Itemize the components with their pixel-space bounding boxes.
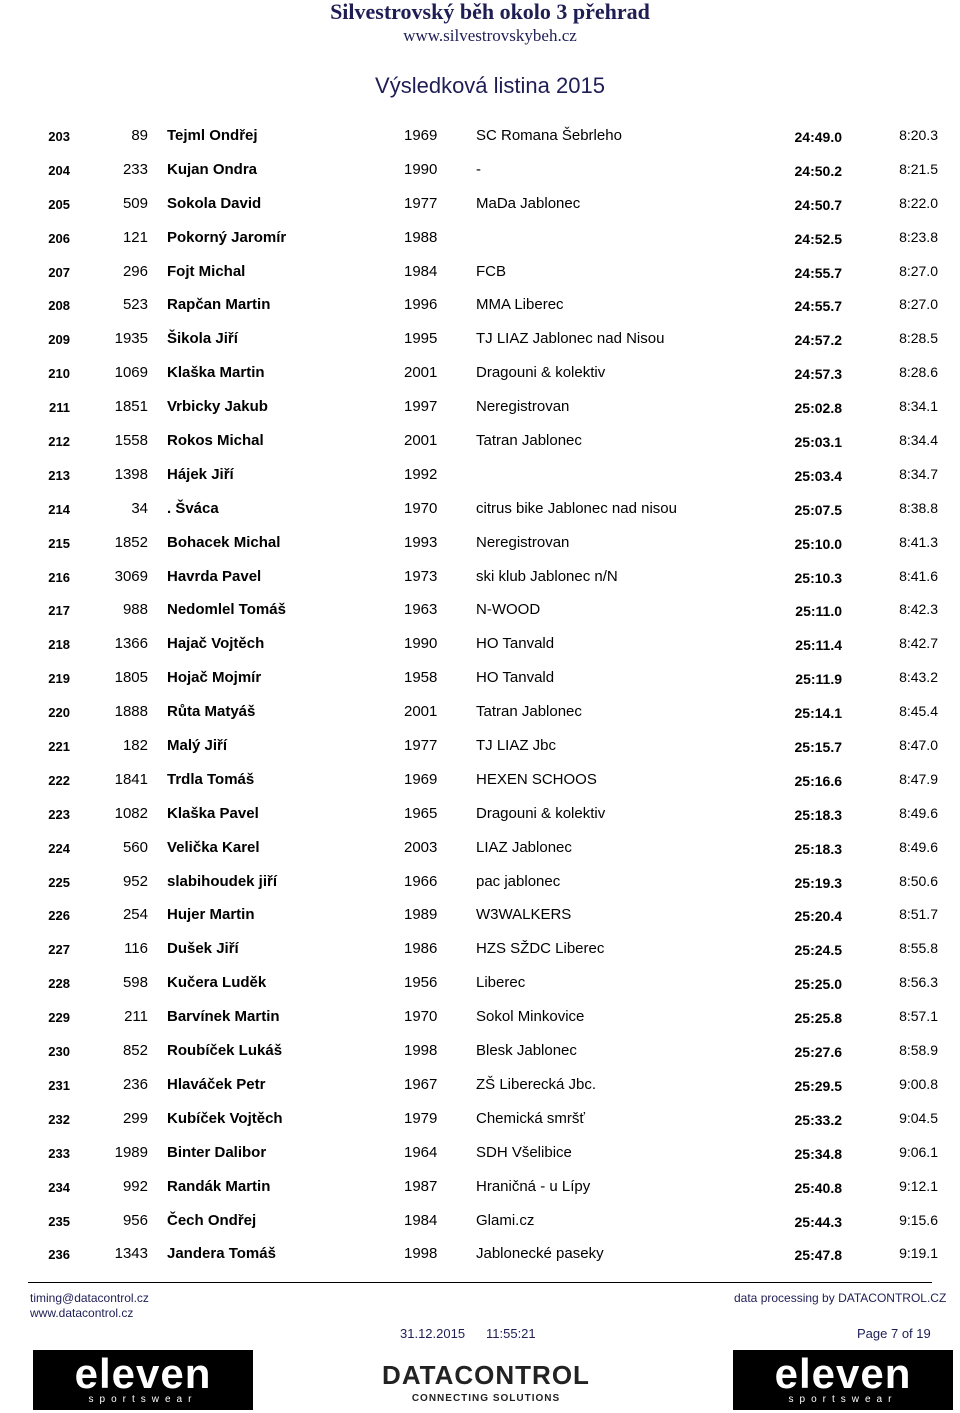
finish-time: 25:10.3 bbox=[794, 569, 842, 586]
runner-name: Hojač Mojmír bbox=[167, 669, 262, 687]
start-number: 116 bbox=[124, 940, 148, 958]
club-name: Tatran Jablonec bbox=[476, 703, 582, 721]
birth-year: 1984 bbox=[404, 262, 438, 280]
footer-data-processing: data processing by DATACONTROL.CZ bbox=[734, 1291, 947, 1305]
start-number: 233 bbox=[122, 160, 148, 178]
start-number: 1558 bbox=[114, 432, 148, 450]
table-row bbox=[0, 525, 960, 559]
birth-year: 2001 bbox=[404, 364, 438, 382]
footer-email: timing@datacontrol.cz bbox=[30, 1291, 149, 1305]
table-row bbox=[0, 626, 960, 660]
runner-name: Jandera Tomáš bbox=[167, 1245, 276, 1263]
runner-name: Rokos Michal bbox=[167, 432, 264, 450]
club-name: Jablonecké paseky bbox=[476, 1245, 604, 1263]
start-number: 236 bbox=[122, 1075, 148, 1093]
start-number: 121 bbox=[122, 228, 148, 246]
finish-time: 24:55.7 bbox=[794, 264, 842, 281]
pace-per-km: 9:06.1 bbox=[899, 1143, 938, 1160]
result-position: 211 bbox=[49, 400, 70, 416]
result-position: 227 bbox=[48, 942, 70, 958]
finish-time: 25:24.5 bbox=[794, 942, 842, 959]
finish-time: 25:27.6 bbox=[794, 1044, 842, 1061]
start-number: 1935 bbox=[114, 330, 148, 348]
finish-time: 25:14.1 bbox=[794, 705, 842, 722]
club-name: FCB bbox=[476, 262, 506, 280]
birth-year: 1967 bbox=[404, 1075, 438, 1093]
club-name: - bbox=[476, 160, 481, 178]
runner-name: Kujan Ondra bbox=[167, 160, 258, 178]
finish-time: 24:50.2 bbox=[794, 162, 842, 179]
pace-per-km: 9:04.5 bbox=[899, 1109, 938, 1126]
result-position: 220 bbox=[48, 705, 70, 721]
table-row bbox=[0, 321, 960, 355]
runner-name: Dušek Jiří bbox=[167, 940, 239, 958]
birth-year: 1969 bbox=[404, 127, 438, 144]
club-name: HO Tanvald bbox=[476, 635, 555, 653]
birth-year: 1977 bbox=[404, 194, 438, 212]
result-position: 228 bbox=[48, 976, 70, 992]
pace-per-km: 8:20.3 bbox=[899, 127, 938, 143]
result-position: 203 bbox=[48, 129, 70, 144]
finish-time: 25:16.6 bbox=[794, 772, 842, 789]
table-row bbox=[0, 355, 960, 389]
table-row bbox=[0, 389, 960, 423]
table-row bbox=[0, 1169, 960, 1203]
club-name: TJ LIAZ Jablonec nad Nisou bbox=[476, 330, 665, 348]
table-row bbox=[0, 254, 960, 288]
finish-time: 24:50.7 bbox=[794, 196, 842, 213]
start-number: 3069 bbox=[114, 567, 148, 585]
table-row bbox=[0, 864, 960, 898]
club-name: SDH Všelibice bbox=[476, 1143, 572, 1161]
start-number: 523 bbox=[122, 296, 148, 314]
club-name: Dragouni & kolektiv bbox=[476, 804, 606, 822]
datacontrol-logo-subtext: CONNECTING SOLUTIONS bbox=[411, 1393, 561, 1404]
birth-year: 1990 bbox=[404, 635, 438, 653]
runner-name: Hlaváček Petr bbox=[167, 1075, 266, 1093]
pace-per-km: 8:42.7 bbox=[899, 635, 938, 652]
club-name: Glami.cz bbox=[476, 1211, 535, 1229]
birth-year: 1990 bbox=[404, 160, 438, 178]
result-position: 225 bbox=[48, 874, 70, 890]
result-position: 236 bbox=[48, 1247, 70, 1263]
eleven-logo-subtext: sportswear bbox=[788, 1394, 898, 1405]
club-name: Hraničná - u Lípy bbox=[476, 1177, 591, 1195]
finish-time: 25:15.7 bbox=[794, 739, 842, 756]
birth-year: 1970 bbox=[404, 499, 438, 517]
birth-year: 1992 bbox=[404, 465, 438, 483]
results-table bbox=[0, 118, 960, 1270]
result-position: 223 bbox=[48, 806, 70, 822]
finish-time: 25:18.3 bbox=[794, 806, 842, 823]
runner-name: Kučera Luděk bbox=[167, 974, 267, 992]
table-row bbox=[0, 287, 960, 321]
birth-year: 1963 bbox=[404, 601, 438, 619]
runner-name: Nedomlel Tomáš bbox=[167, 601, 286, 619]
table-row bbox=[0, 559, 960, 593]
club-name: Neregistrovan bbox=[476, 533, 570, 551]
table-row bbox=[0, 1067, 960, 1101]
table-row bbox=[0, 762, 960, 796]
pace-per-km: 9:00.8 bbox=[899, 1075, 938, 1092]
table-row bbox=[0, 457, 960, 491]
result-position: 214 bbox=[48, 501, 70, 517]
table-row bbox=[0, 1101, 960, 1135]
finish-time: 25:11.9 bbox=[795, 671, 842, 688]
runner-name: Klaška Pavel bbox=[167, 804, 259, 822]
club-name: ski klub Jablonec n/N bbox=[476, 567, 618, 585]
birth-year: 1984 bbox=[404, 1211, 438, 1229]
birth-year: 1964 bbox=[404, 1143, 438, 1161]
club-name: Sokol Minkovice bbox=[476, 1008, 585, 1026]
result-position: 232 bbox=[48, 1111, 70, 1127]
runner-name: Havrda Pavel bbox=[167, 567, 262, 585]
club-name: Neregistrovan bbox=[476, 398, 570, 416]
start-number: 988 bbox=[122, 601, 148, 619]
finish-time: 25:20.4 bbox=[794, 908, 842, 925]
start-number: 1841 bbox=[114, 770, 148, 788]
runner-name: . Šváca bbox=[167, 499, 219, 517]
table-row bbox=[0, 694, 960, 728]
start-number: 956 bbox=[122, 1211, 148, 1229]
runner-name: Bohacek Michal bbox=[167, 533, 281, 551]
pace-per-km: 9:12.1 bbox=[899, 1177, 938, 1194]
finish-time: 25:18.3 bbox=[794, 840, 842, 857]
birth-year: 1966 bbox=[404, 872, 438, 890]
footer-website: www.datacontrol.cz bbox=[30, 1306, 134, 1320]
pace-per-km: 8:47.9 bbox=[899, 770, 938, 787]
finish-time: 25:34.8 bbox=[794, 1145, 842, 1162]
table-row bbox=[0, 118, 960, 152]
table-row bbox=[0, 897, 960, 931]
runner-name: Rapčan Martin bbox=[167, 296, 271, 314]
pace-per-km: 8:57.1 bbox=[899, 1008, 938, 1025]
pace-per-km: 8:23.8 bbox=[899, 228, 938, 245]
event-title: Silvestrovský běh okolo 3 přehrad bbox=[330, 0, 650, 24]
start-number: 1852 bbox=[114, 533, 148, 551]
finish-time: 25:47.8 bbox=[794, 1247, 842, 1264]
club-name: Liberec bbox=[476, 974, 526, 992]
start-number: 89 bbox=[131, 127, 148, 144]
table-row bbox=[0, 660, 960, 694]
table-row bbox=[0, 965, 960, 999]
start-number: 952 bbox=[122, 872, 148, 890]
runner-name: Pokorný Jaromír bbox=[167, 228, 287, 246]
eleven-logo-right bbox=[733, 1350, 953, 1410]
pace-per-km: 8:27.0 bbox=[899, 262, 938, 279]
result-position: 221 bbox=[48, 739, 70, 755]
pace-per-km: 8:34.7 bbox=[899, 465, 938, 482]
club-name: TJ LIAZ Jbc bbox=[476, 737, 557, 755]
start-number: 1398 bbox=[114, 465, 148, 483]
pace-per-km: 8:42.3 bbox=[899, 601, 938, 618]
club-name: Dragouni & kolektiv bbox=[476, 364, 606, 382]
start-number: 211 bbox=[124, 1008, 148, 1026]
pace-per-km: 8:49.6 bbox=[899, 838, 938, 855]
club-name: citrus bike Jablonec nad nisou bbox=[476, 499, 677, 517]
runner-name: slabihoudek jiří bbox=[167, 872, 278, 890]
result-position: 213 bbox=[48, 467, 70, 483]
start-number: 509 bbox=[122, 194, 148, 212]
finish-time: 25:11.0 bbox=[795, 603, 842, 620]
datacontrol-logo bbox=[355, 1360, 617, 1410]
runner-name: Hujer Martin bbox=[167, 906, 255, 924]
result-position: 215 bbox=[48, 535, 70, 551]
datacontrol-logo-text: DATACONTROL bbox=[382, 1360, 590, 1390]
start-number: 852 bbox=[122, 1042, 148, 1060]
pace-per-km: 8:49.6 bbox=[899, 804, 938, 821]
birth-year: 2003 bbox=[404, 838, 438, 856]
result-position: 229 bbox=[48, 1010, 70, 1026]
finish-time: 25:11.4 bbox=[795, 637, 842, 654]
birth-year: 1958 bbox=[404, 669, 438, 687]
result-position: 226 bbox=[48, 908, 70, 924]
footer-divider bbox=[28, 1282, 932, 1283]
club-name: HO Tanvald bbox=[476, 669, 555, 687]
footer-page-number: Page 7 of 19 bbox=[857, 1326, 931, 1341]
table-row bbox=[0, 1135, 960, 1169]
finish-time: 25:10.0 bbox=[794, 535, 842, 552]
finish-time: 25:07.5 bbox=[794, 501, 842, 518]
club-name: MMA Liberec bbox=[476, 296, 564, 314]
finish-time: 24:55.7 bbox=[794, 298, 842, 315]
start-number: 598 bbox=[122, 974, 148, 992]
pace-per-km: 8:34.1 bbox=[899, 398, 938, 415]
pace-per-km: 8:34.4 bbox=[899, 432, 938, 449]
pace-per-km: 8:28.6 bbox=[899, 364, 938, 381]
finish-time: 25:29.5 bbox=[794, 1077, 842, 1094]
finish-time: 24:52.5 bbox=[794, 230, 842, 247]
table-row bbox=[0, 423, 960, 457]
start-number: 182 bbox=[122, 737, 148, 755]
start-number: 1888 bbox=[114, 703, 148, 721]
table-row bbox=[0, 1033, 960, 1067]
table-row bbox=[0, 186, 960, 220]
pace-per-km: 8:45.4 bbox=[899, 703, 938, 720]
runner-name: Čech Ondřej bbox=[167, 1211, 257, 1229]
result-position: 206 bbox=[48, 230, 70, 246]
birth-year: 1997 bbox=[404, 398, 438, 416]
club-name: HZS SŽDC Liberec bbox=[476, 940, 605, 958]
start-number: 1989 bbox=[114, 1143, 148, 1161]
birth-year: 1965 bbox=[404, 804, 438, 822]
result-position: 231 bbox=[48, 1077, 70, 1093]
result-position: 205 bbox=[48, 196, 70, 212]
pace-per-km: 8:41.3 bbox=[899, 533, 938, 550]
footer-date: 31.12.2015 bbox=[400, 1326, 466, 1341]
finish-time: 25:19.3 bbox=[794, 874, 842, 891]
runner-name: Hájek Jiří bbox=[167, 465, 234, 483]
pace-per-km: 8:47.0 bbox=[899, 737, 938, 754]
table-row bbox=[0, 152, 960, 186]
result-position: 217 bbox=[48, 603, 70, 619]
pace-per-km: 8:55.8 bbox=[899, 940, 938, 957]
birth-year: 1977 bbox=[404, 737, 438, 755]
table-row bbox=[0, 830, 960, 864]
runner-name: Fojt Michal bbox=[167, 262, 246, 280]
result-position: 219 bbox=[48, 671, 70, 687]
club-name: N-WOOD bbox=[476, 601, 541, 619]
start-number: 299 bbox=[122, 1109, 148, 1127]
result-position: 207 bbox=[48, 264, 70, 280]
result-position: 233 bbox=[48, 1145, 70, 1161]
birth-year: 1987 bbox=[404, 1177, 438, 1195]
runner-name: Sokola David bbox=[167, 194, 262, 212]
runner-name: Tejml Ondřej bbox=[167, 127, 258, 144]
pace-per-km: 9:19.1 bbox=[899, 1245, 938, 1262]
pace-per-km: 8:41.6 bbox=[899, 567, 938, 584]
pace-per-km: 8:22.0 bbox=[899, 194, 938, 211]
result-position: 222 bbox=[48, 772, 70, 788]
birth-year: 2001 bbox=[404, 703, 438, 721]
runner-name: Šikola Jiří bbox=[167, 330, 238, 348]
runner-name: Klaška Martin bbox=[167, 364, 265, 382]
birth-year: 1988 bbox=[404, 228, 438, 246]
birth-year: 1969 bbox=[404, 770, 438, 788]
finish-time: 24:57.3 bbox=[794, 366, 842, 383]
club-name: Chemická smršť bbox=[476, 1109, 585, 1127]
pace-per-km: 9:15.6 bbox=[899, 1211, 938, 1228]
result-position: 209 bbox=[48, 332, 70, 348]
pace-per-km: 8:51.7 bbox=[899, 906, 938, 923]
start-number: 560 bbox=[122, 838, 148, 856]
start-number: 1082 bbox=[114, 804, 148, 822]
runner-name: Trdla Tomáš bbox=[167, 770, 255, 788]
birth-year: 1998 bbox=[404, 1042, 438, 1060]
birth-year: 1956 bbox=[404, 974, 438, 992]
pace-per-km: 8:56.3 bbox=[899, 974, 938, 991]
finish-time: 25:25.0 bbox=[794, 976, 842, 993]
start-number: 1805 bbox=[114, 669, 148, 687]
club-name: SC Romana Šebrleho bbox=[476, 127, 622, 144]
runner-name: Hajač Vojtěch bbox=[167, 635, 265, 653]
eleven-logo-text: eleven bbox=[74, 1350, 212, 1397]
club-name: ZŠ Liberecká Jbc. bbox=[476, 1075, 597, 1093]
runner-name: Binter Dalibor bbox=[167, 1143, 267, 1161]
result-position: 235 bbox=[48, 1213, 70, 1229]
result-position: 204 bbox=[48, 162, 70, 178]
result-position: 224 bbox=[48, 840, 70, 856]
finish-time: 24:57.2 bbox=[794, 332, 842, 349]
start-number: 296 bbox=[122, 262, 148, 280]
start-number: 1343 bbox=[114, 1245, 148, 1263]
club-name: HEXEN SCHOOS bbox=[476, 770, 597, 788]
table-row bbox=[0, 931, 960, 965]
start-number: 34 bbox=[131, 499, 148, 517]
pace-per-km: 8:27.0 bbox=[899, 296, 938, 313]
runner-name: Růta Matyáš bbox=[167, 703, 256, 721]
eleven-logo-left bbox=[33, 1350, 253, 1410]
eleven-logo-text: eleven bbox=[774, 1350, 912, 1397]
table-row bbox=[0, 999, 960, 1033]
birth-year: 1986 bbox=[404, 940, 438, 958]
start-number: 254 bbox=[122, 906, 148, 924]
eleven-logo-subtext: sportswear bbox=[88, 1394, 198, 1405]
pace-per-km: 8:50.6 bbox=[899, 872, 938, 889]
finish-time: 24:49.0 bbox=[794, 129, 842, 145]
table-row bbox=[0, 728, 960, 762]
club-name: Tatran Jablonec bbox=[476, 432, 582, 450]
start-number: 992 bbox=[122, 1177, 148, 1195]
table-row bbox=[0, 1203, 960, 1237]
birth-year: 1979 bbox=[404, 1109, 438, 1127]
runner-name: Vrbicky Jakub bbox=[167, 398, 268, 416]
result-position: 216 bbox=[48, 569, 70, 585]
finish-time: 25:44.3 bbox=[794, 1213, 842, 1230]
birth-year: 1993 bbox=[404, 533, 438, 551]
club-name: pac jablonec bbox=[476, 872, 561, 890]
table-row bbox=[0, 796, 960, 830]
pace-per-km: 8:28.5 bbox=[899, 330, 938, 347]
club-name: LIAZ Jablonec bbox=[476, 838, 572, 856]
finish-time: 25:25.8 bbox=[794, 1010, 842, 1027]
finish-time: 25:03.4 bbox=[794, 467, 842, 484]
birth-year: 1970 bbox=[404, 1008, 438, 1026]
finish-time: 25:03.1 bbox=[794, 434, 842, 451]
runner-name: Malý Jiří bbox=[167, 737, 228, 755]
event-url: www.silvestrovskybeh.cz bbox=[403, 26, 577, 45]
result-position: 212 bbox=[48, 434, 70, 450]
club-name: Blesk Jablonec bbox=[476, 1042, 577, 1060]
club-name: MaDa Jablonec bbox=[476, 194, 581, 212]
table-row bbox=[0, 592, 960, 626]
club-name: W3WALKERS bbox=[476, 906, 572, 924]
runner-name: Randák Martin bbox=[167, 1177, 271, 1195]
pace-per-km: 8:38.8 bbox=[899, 499, 938, 516]
birth-year: 1998 bbox=[404, 1245, 438, 1263]
start-number: 1069 bbox=[114, 364, 148, 382]
birth-year: 1996 bbox=[404, 296, 438, 314]
runner-name: Kubíček Vojtěch bbox=[167, 1109, 283, 1127]
result-position: 208 bbox=[48, 298, 70, 314]
pace-per-km: 8:43.2 bbox=[899, 669, 938, 686]
finish-time: 25:40.8 bbox=[794, 1179, 842, 1196]
result-position: 234 bbox=[48, 1179, 70, 1195]
runner-name: Barvínek Martin bbox=[167, 1008, 280, 1026]
birth-year: 1995 bbox=[404, 330, 438, 348]
birth-year: 1989 bbox=[404, 906, 438, 924]
table-row bbox=[0, 491, 960, 525]
start-number: 1851 bbox=[114, 398, 148, 416]
finish-time: 25:02.8 bbox=[794, 400, 842, 417]
result-position: 230 bbox=[48, 1044, 70, 1060]
runner-name: Roubíček Lukáš bbox=[167, 1042, 283, 1060]
pace-per-km: 8:21.5 bbox=[899, 160, 938, 177]
birth-year: 2001 bbox=[404, 432, 438, 450]
result-position: 218 bbox=[48, 637, 70, 653]
table-row bbox=[0, 220, 960, 254]
runner-name: Velička Karel bbox=[167, 838, 260, 856]
table-row bbox=[0, 1236, 960, 1270]
result-position: 210 bbox=[48, 366, 70, 382]
footer-time: 11:55:21 bbox=[486, 1326, 536, 1341]
birth-year: 1973 bbox=[404, 567, 438, 585]
finish-time: 25:33.2 bbox=[794, 1111, 842, 1128]
pace-per-km: 8:58.9 bbox=[899, 1042, 938, 1059]
results-list-title: Výsledková listina 2015 bbox=[375, 73, 605, 98]
start-number: 1366 bbox=[114, 635, 148, 653]
